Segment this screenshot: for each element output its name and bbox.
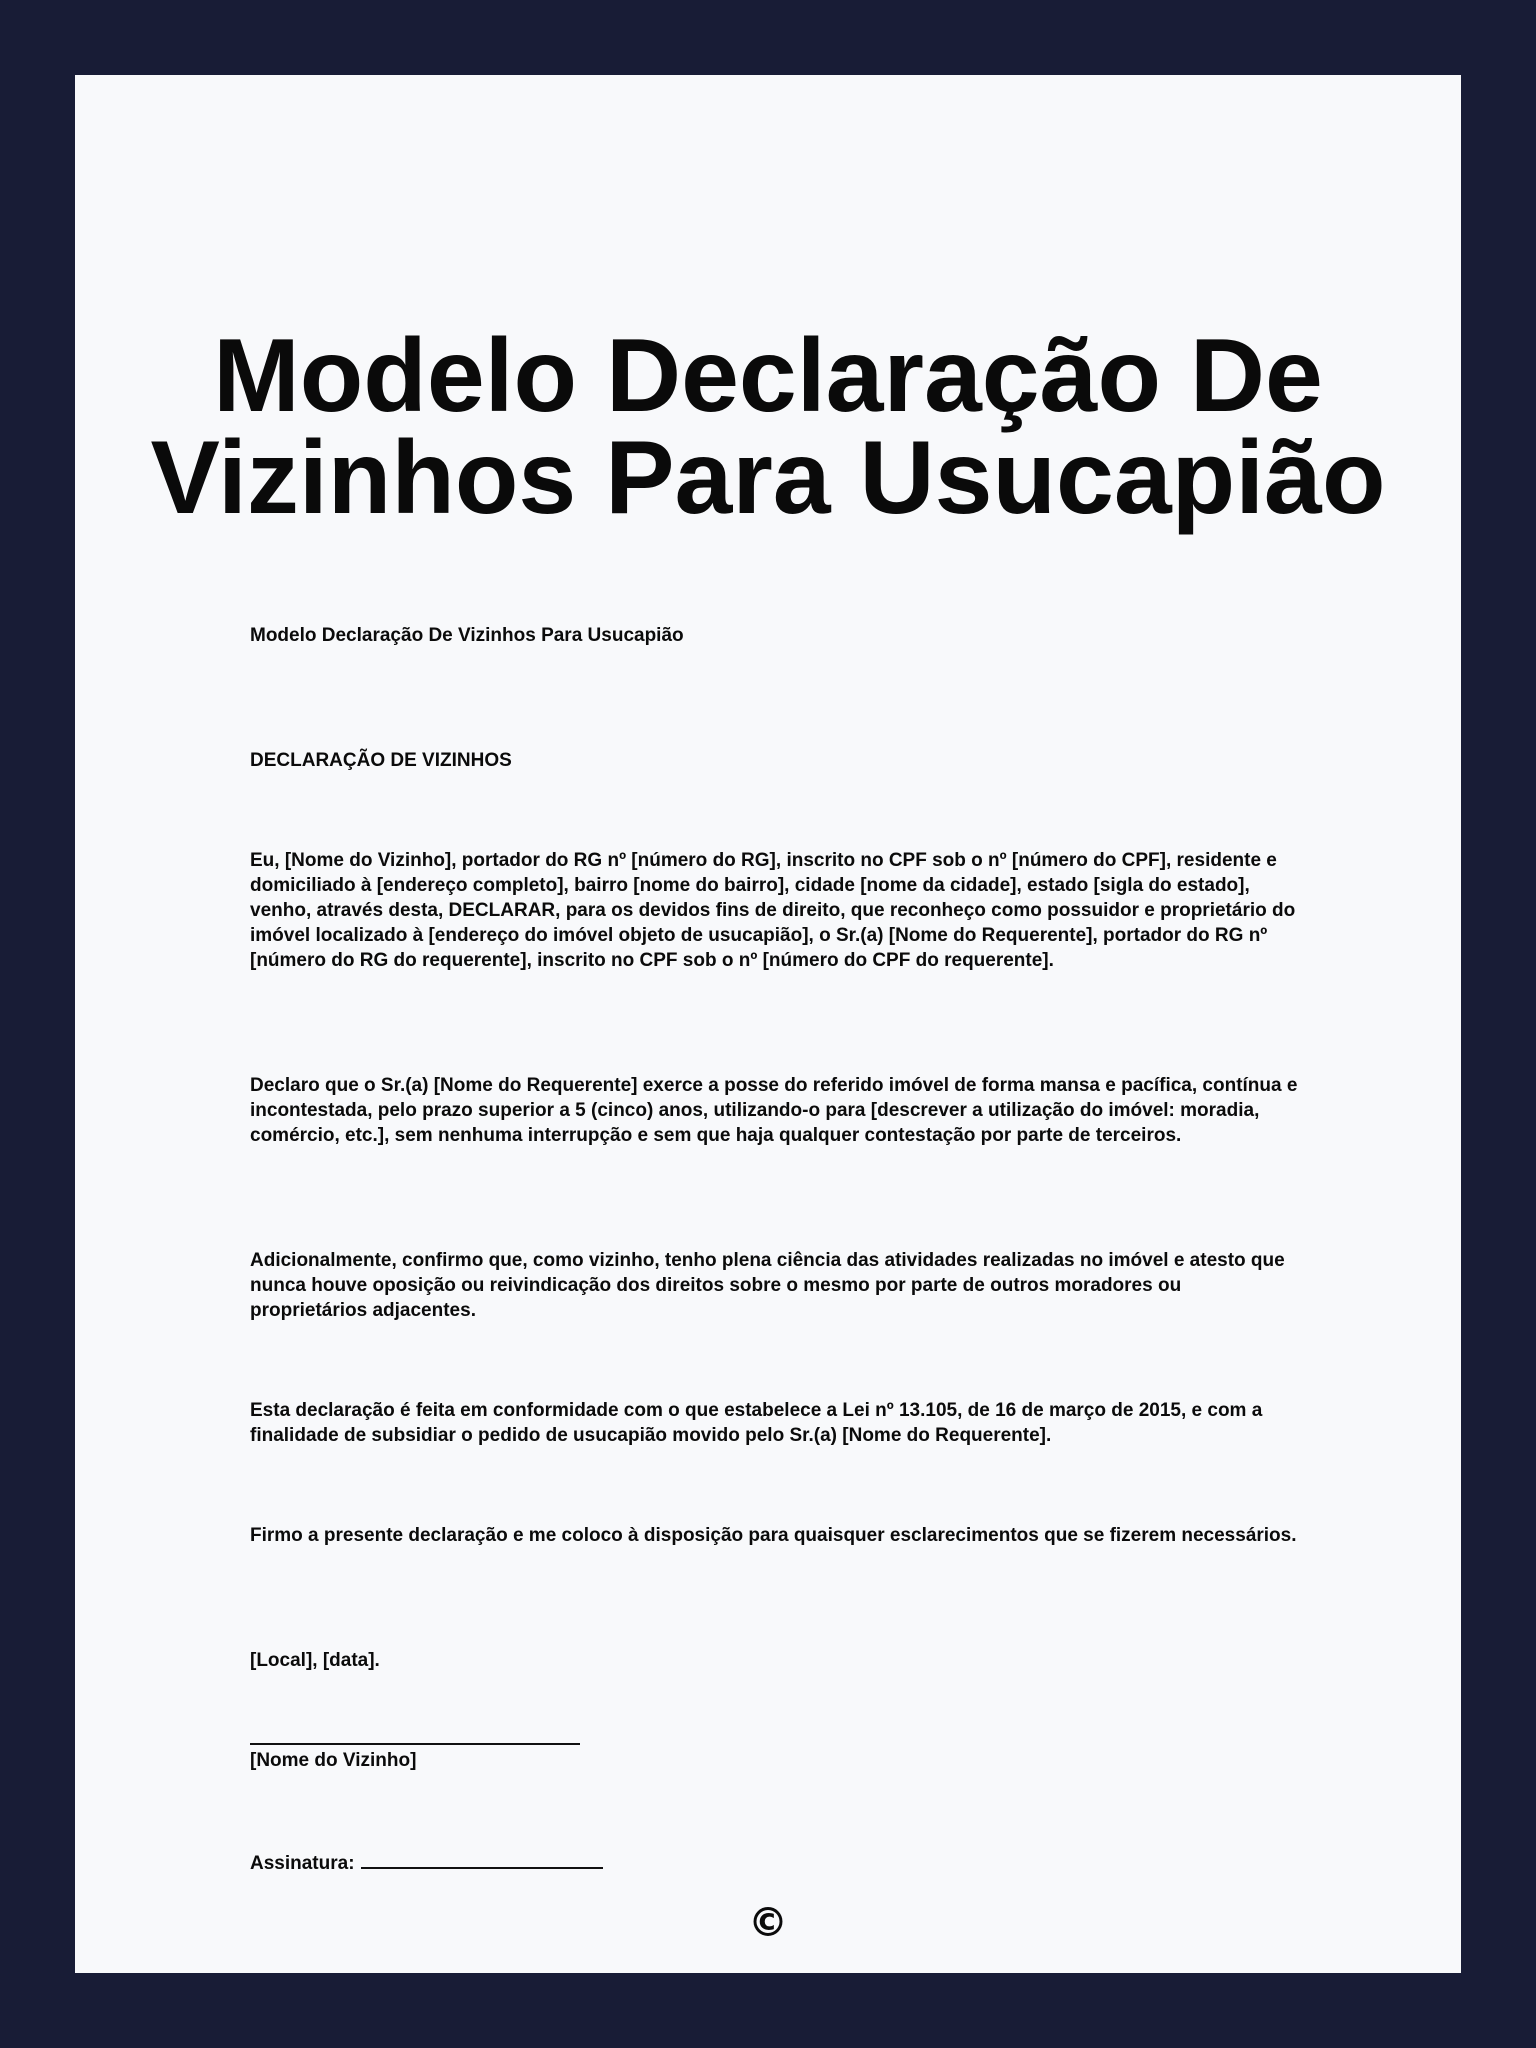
- document-title-line-1: Modelo Declaração De: [213, 318, 1323, 434]
- document-title: [75, 318, 1461, 536]
- paragraph-identification: Eu, [Nome do Vizinho], portador do RG nº [número do RG], inscrito no CPF sob o nº [número do CPF], residente e domiciliado à [endereço completo], bairro [nome do bairro], cidade [nome da cidade], estado [sigla do estado], venho, através desta, DECLARAR, para os devidos fins de direito, que reconheço como possuidor e proprietário do imóvel localizado à [endereço do imóvel objeto de usucapião], o Sr.(a) [Nome do Requerente], portador do RG nº [número do RG do requerente], inscrito no CPF sob o nº [número do CPF do requerente].: [250, 850, 1296, 971]
- document-subtitle: Modelo Declaração De Vizinhos Para Usucapião: [250, 625, 684, 646]
- place-date: [Local], [data].: [250, 1650, 380, 1671]
- document-title-line-2: Vizinhos Para Usucapião: [150, 420, 1386, 536]
- paragraph-closing: Firmo a presente declaração e me coloco à disposição para quaisquer esclarecimentos que se fizerem necessários.: [250, 1525, 1297, 1546]
- paragraph-confirmation: Adicionalmente, confirmo que, como vizinho, tenho plena ciência das atividades realizadas no imóvel e atesto que nunca houve oposição ou reivindicação dos direitos sobre o mesmo por parte de outros moradores ou proprietários adjacentes.: [250, 1250, 1285, 1321]
- paragraph-legal-basis: Esta declaração é feita em conformidade com o que estabelece a Lei nº 13.105, de 16 de março de 2015, e com a finalidade de subsidiar o pedido de usucapião movido pelo Sr.(a) [Nome do Requerente].: [250, 1400, 1263, 1446]
- signer-name: [Nome do Vizinho]: [250, 1750, 417, 1771]
- copyright-icon: ©: [748, 1900, 788, 1946]
- signature-line: [250, 1743, 580, 1745]
- signature-label: Assinatura:: [250, 1853, 355, 1874]
- declaration-heading: DECLARAÇÃO DE VIZINHOS: [250, 750, 512, 771]
- signature-row: [250, 1848, 1300, 1876]
- paragraph-possession: Declaro que o Sr.(a) [Nome do Requerente] exerce a posse do referido imóvel de forma mansa e pacífica, contínua e incontestada, pelo prazo superior a 5 (cinco) anos, utilizando-o para [descrever a utilização do imóvel: moradia, comércio, etc.], sem nenhuma interrupção e sem que haja qualquer contestação por parte de terceiros.: [250, 1075, 1298, 1146]
- signature-blank: [361, 1848, 603, 1869]
- document-page: [75, 75, 1461, 1973]
